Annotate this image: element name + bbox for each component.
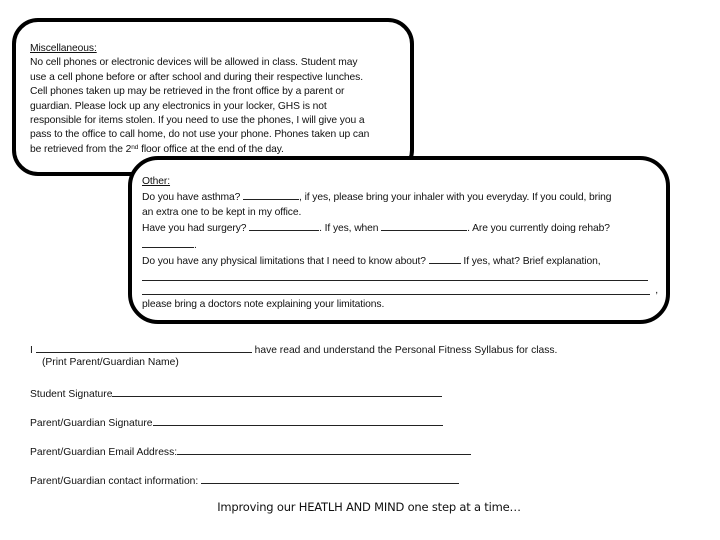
rehab-line xyxy=(142,237,666,253)
ordinal-suffix: nd xyxy=(131,143,139,151)
explanation-line-2[interactable] xyxy=(142,284,666,298)
other-box xyxy=(128,156,670,324)
miscellaneous-box xyxy=(12,18,414,176)
print-name-field[interactable] xyxy=(36,342,252,353)
misc-line-2: use a cell phone before or after school and during their respective lunches. xyxy=(30,71,363,83)
miscellaneous-heading: Miscellaneous: xyxy=(30,43,97,54)
surgery-line xyxy=(142,220,666,236)
contact-field[interactable] xyxy=(201,473,459,484)
doctor-note-line: please bring a doctors note explaining your limitations. xyxy=(142,299,385,311)
rehab-question: . Are you currently doing rehab? xyxy=(467,223,610,235)
asthma-question: Do you have asthma? xyxy=(142,192,241,204)
parent-signature-field[interactable] xyxy=(153,415,443,426)
print-name-caption: (Print Parent/Guardian Name) xyxy=(42,357,179,368)
asthma-answer-field[interactable] xyxy=(243,189,299,200)
email-row xyxy=(30,444,471,458)
misc-line-7-end: floor office at the end of the day. xyxy=(138,143,284,155)
limitations-followup: If yes, what? Brief explanation, xyxy=(460,256,601,268)
parent-signature-label: Parent/Guardian Signature xyxy=(30,418,153,429)
limitations-question: Do you have any physical limitations that I need to know about? xyxy=(142,256,426,268)
student-signature-label: Student Signature xyxy=(30,389,113,400)
acknowledgement-text: have read and understand the Personal Fitness Syllabus for class. xyxy=(251,345,558,356)
parent-signature-row xyxy=(30,415,443,429)
other-heading: Other: xyxy=(142,176,171,187)
limitations-line xyxy=(142,253,666,269)
i-label: I xyxy=(30,345,33,356)
surgery-when-label: . If yes, when xyxy=(319,223,379,235)
footer-slogan: Improving our HEATLH AND MIND one step at a time… xyxy=(217,500,521,514)
limitations-answer-field[interactable] xyxy=(429,253,461,264)
email-field[interactable] xyxy=(177,444,471,455)
misc-line-1: No cell phones or electronic devices will be allowed in class. Student may xyxy=(30,57,358,69)
print-name-row xyxy=(30,342,557,356)
misc-line-3: Cell phones taken up may be retrieved in the front office by a parent or xyxy=(30,86,345,98)
explanation-comma: , xyxy=(655,284,658,296)
misc-line-7-start: be retrieved from the 2 xyxy=(30,143,132,155)
misc-line-5: responsible for items stolen. If you need to use the phones, I will give you a xyxy=(30,115,365,127)
asthma-line xyxy=(142,189,666,205)
surgery-question: Have you had surgery? xyxy=(142,223,247,235)
misc-line-4: guardian. Please lock up any electronics in your locker, GHS is not xyxy=(30,100,327,112)
surgery-answer-field[interactable] xyxy=(249,220,319,231)
contact-label: Parent/Guardian contact information: xyxy=(30,476,199,487)
student-signature-field[interactable] xyxy=(112,386,442,397)
asthma-line-2: an extra one to be kept in my office. xyxy=(142,206,302,218)
email-label: Parent/Guardian Email Address: xyxy=(30,447,178,458)
explanation-line-1[interactable] xyxy=(142,269,666,283)
surgery-when-field[interactable] xyxy=(381,220,467,231)
rehab-answer-field[interactable] xyxy=(142,237,194,248)
contact-row xyxy=(30,473,459,487)
asthma-instructions: , if yes, please bring your inhaler with you everyday. If you could, bring xyxy=(299,192,612,204)
miscellaneous-text xyxy=(30,42,410,157)
misc-line-6: pass to the office to call home, do not use your phone. Phones taken up can xyxy=(30,129,370,141)
other-text xyxy=(142,175,666,313)
student-signature-row xyxy=(30,386,442,400)
rehab-period: . xyxy=(194,239,197,251)
